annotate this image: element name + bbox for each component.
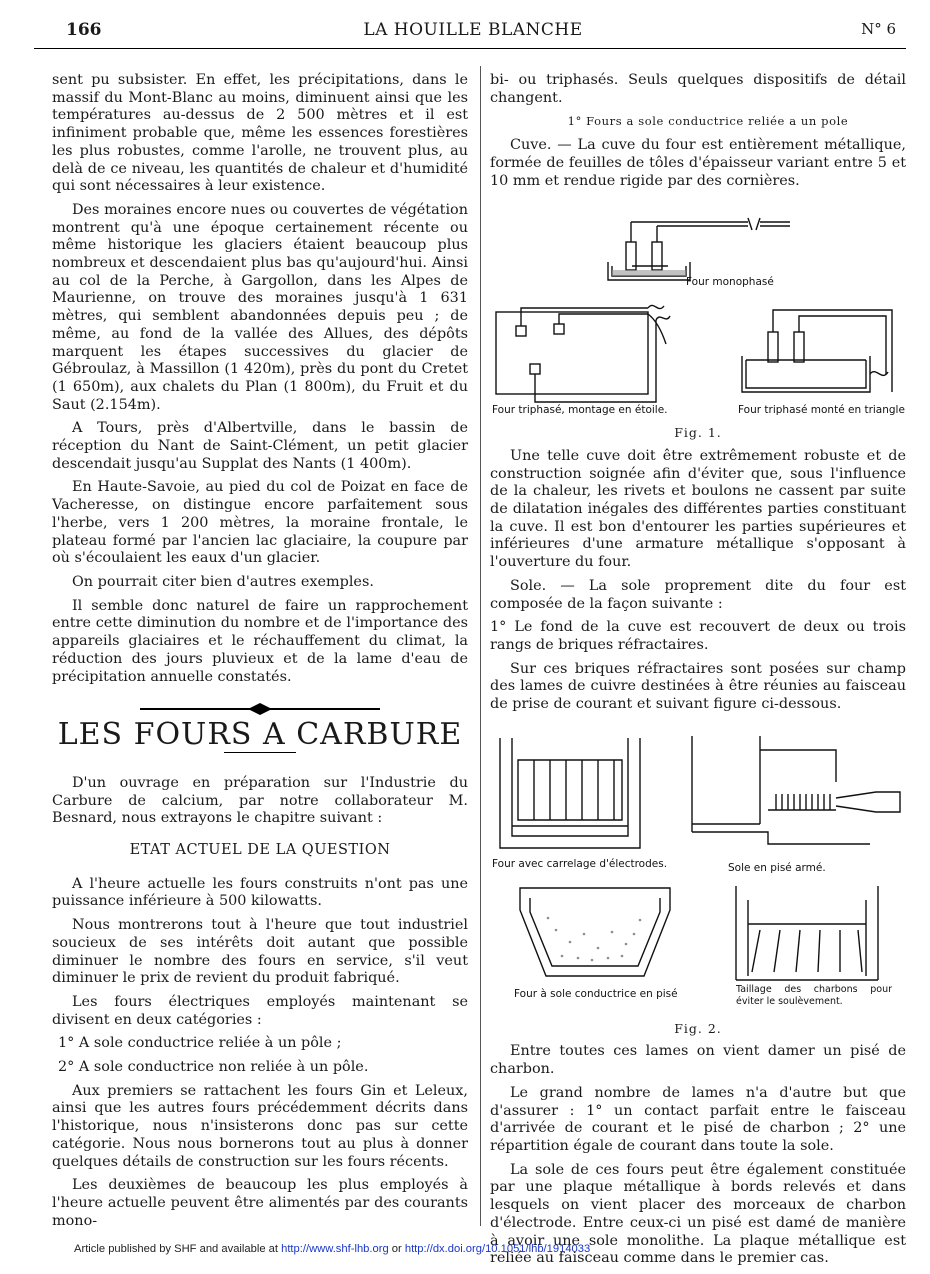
title-rule	[224, 752, 296, 753]
article-title: LES FOURS A CARBURE	[57, 717, 463, 753]
fig2-label-pise-arme: Sole en pisé armé.	[728, 861, 826, 874]
ornament-divider	[140, 702, 380, 716]
figure-2	[490, 720, 906, 1016]
paragraph: Les deuxièmes de beaucoup les plus employés à l'heure actuelle peuvent être alimentés par des courants mono-	[52, 1177, 468, 1229]
page-header	[40, 18, 906, 48]
fig1-label-triangle: Four triphasé monté en triangle	[738, 404, 905, 417]
left-column	[52, 72, 468, 1236]
paragraph: A Tours, près d'Albertville, dans le bassin de réception du Nant de Saint-Clément, un petit glacier descendait jusqu'au Supplat des Nants (1 400m).	[52, 420, 468, 472]
subheading: 1° Fours a sole conductrice reliée a un pole	[567, 114, 849, 129]
figure-2-caption: Fig. 2.	[674, 1020, 722, 1036]
issue-number: N° 6	[861, 20, 896, 38]
fig1-label-star: Four triphasé, montage en étoile.	[492, 404, 668, 417]
paragraph: 1° Le fond de la cuve est recouvert de deux ou trois rangs de briques réfractaires.	[490, 619, 906, 653]
list-item: 2° A sole conductrice non reliée à un pôle.	[58, 1059, 369, 1076]
column-divider	[480, 66, 481, 1226]
footer-text-or: or	[388, 1243, 405, 1255]
paragraph: sent pu subsister. En effet, les précipitations, dans le massif du Mont-Blanc au moins, diminuent ainsi que les températures au-dessus de 2 500 mètres et il est infiniment probable que, même les essences forestières les plus robustes, comme l'arolle, ne trouvent plus, au delà de ce niveau, les quantités de chaleur et d'humidité qui sont nécessaires à leur existence.	[52, 72, 468, 195]
paragraph-cuve: Cuve. — La cuve du four est entièrement métallique, formée de feuilles de tôles d'épaisseur variant entre 5 et 10 mm et rendue rigide par des cornières.	[490, 137, 906, 189]
section-heading: ETAT ACTUEL DE LA QUESTION	[129, 842, 391, 859]
paragraph: A l'heure actuelle les fours construits n'ont pas une puissance inférieure à 500 kilowatts.	[52, 875, 468, 910]
paragraph: En Haute-Savoie, au pied du col de Poizat en face de Vacheresse, on distingue encore parfaitement sous l'herbe, vers 1 200 mètres, la moraine frontale, le plateau formé par l'ancien lac glaciaire, la coupure par où s'écoulaient les eaux d'un glacier.	[52, 479, 468, 567]
footer-link-doi[interactable]: http://dx.doi.org/10.1051/lhb/1914033	[404, 1243, 591, 1255]
paragraph: On pourrait citer bien d'autres exemples.	[72, 573, 374, 590]
page-number: 166	[66, 20, 102, 40]
paragraph: Une telle cuve doit être extrêmement robuste et de construction soignée afin d'éviter que, sous l'influence de la chaleur, les rivets et boulons ne cassent par suite de dilatation inégales des différentes parties constituant la cuve. Il est bon d'entourer les parties supérieures et inférieures d'une armature métallique s'opposant à l'ouverture du four.	[490, 447, 906, 571]
list-item: 1° A sole conductrice reliée à un pôle ;	[58, 1035, 342, 1052]
paragraph: Le grand nombre de lames n'a d'autre but que d'assurer : 1° un contact parfait entre le faisceau d'arrivée de courant et le pisé de charbon ; 2° une répartition égale de courant dans toute la sole.	[490, 1084, 906, 1154]
figure-1-drawing	[490, 196, 906, 420]
paragraph: Sole. — La sole proprement dite du four est composée de la façon suivante :	[490, 577, 906, 612]
paragraph: Sur ces briques réfractaires sont posées sur champ des lames de cuivre destinées à être réunies au faisceau de prise de courant et suivant figure ci-dessous.	[490, 660, 906, 713]
fig2-label-taillage: Taillage des charbons pour éviter le soulèvement.	[736, 983, 892, 1007]
pise-texture	[547, 916, 642, 961]
figure-1-caption: Fig. 1.	[674, 425, 722, 441]
paragraph: Nous montrerons tout à l'heure que tout industriel soucieux de ses intérêts doit autant que possible diminuer le nombre des fours en service, s'il veut diminuer le prix de revient du produit fabriqué.	[52, 917, 468, 987]
fig2-label-sole-conductrice: Four à sole conductrice en pisé	[514, 987, 678, 1000]
journal-title: LA HOUILLE BLANCHE	[363, 20, 583, 40]
fig2-label-carrelage: Four avec carrelage d'électrodes.	[492, 857, 668, 870]
article-footer	[74, 1243, 590, 1255]
footer-text: Article published by SHF and available at	[74, 1243, 282, 1255]
paragraph: Il semble donc naturel de faire un rapprochement entre cette diminution du nombre et de l'importance des appareils glaciaires et le réchauffement du climat, la réduction des jours pluvieux et de la lame d'eau de précipitation annuelle constatés.	[52, 597, 468, 685]
paragraph: Aux premiers se rattachent les fours Gin et Leleux, ainsi que les autres fours précédemment décrits dans l'historique, nous n'insisterons donc pas sur cette catégorie. Nous nous bornerons tout au plus à donner quelques détails de construction sur les fours récents.	[52, 1082, 468, 1170]
paragraph: La sole de ces fours peut être également constituée par une plaque métallique à bords relevés et dans lesquels on vient placer des morceaux de charbon d'électrode. Entre ceux-ci un pisé est damé de manière à avoir une sole monolithe. La plaque métallique est reliée au faisceau comme dans le premier cas.	[490, 1161, 906, 1267]
fig1-label-monophase: Four monophasé	[686, 276, 774, 289]
paragraph: Les fours électriques employés maintenant se divisent en deux catégories :	[52, 993, 468, 1028]
right-column	[490, 72, 906, 1274]
paragraph: Des moraines encore nues ou couvertes de végétation montrent qu'à une époque certainement récente ou même historique les glaciers étaient beaucoup plus nombreux et descendaient plus bas qu'aujourd'hui. Ainsi au col de la Perche, à Gargollon, dans les Alpes de Maurienne, on trouve des moraines jusqu'à 1 631 mètres, qui semblent abandonnées depuis peu ; de même, au fond de la vallée des Allues, des dépôts marquent les étapes successives du glacier de Gébroulaz, à Massillon (1 420m), près du pont du Cretet (1 650m), aux chalets du Plan (1 800m), du Fruit et du Saut (2.154m).	[52, 201, 468, 413]
article-intro: D'un ouvrage en préparation sur l'Industrie du Carbure de calcium, par notre collaborateur M. Besnard, nous extrayons le chapitre suivant :	[52, 774, 468, 827]
figure-1	[490, 196, 906, 420]
header-rule	[34, 48, 906, 49]
paragraph: bi- ou triphasés. Seuls quelques dispositifs de détail changent.	[490, 72, 906, 106]
paragraph: Entre toutes ces lames on vient damer un pisé de charbon.	[490, 1043, 906, 1078]
footer-link-shf[interactable]: http://www.shf-lhb.org	[281, 1243, 389, 1255]
